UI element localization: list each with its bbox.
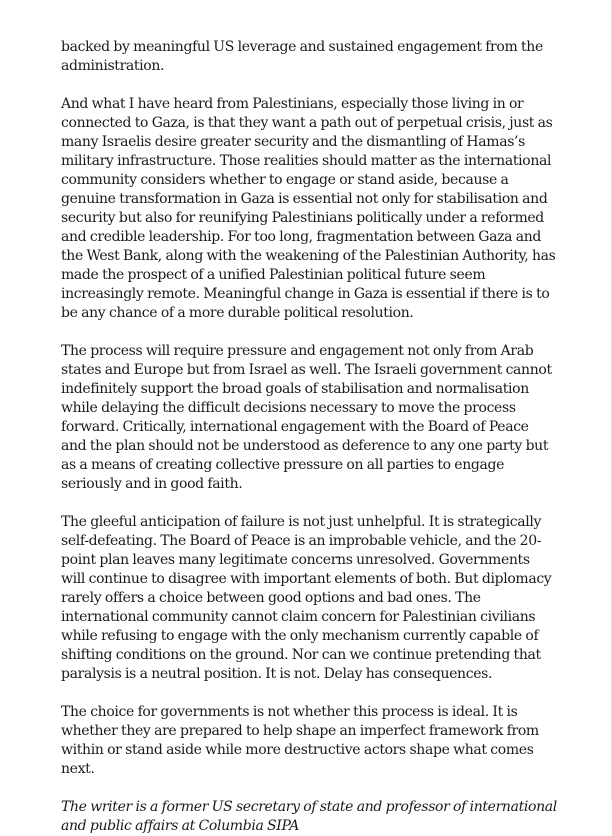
document-page — [61, 38, 557, 836]
paragraph-pressure-engagement: The process will require pressure and engagement not only from Arab states and Europe but from Israel as well. The Israeli government cannot indefinitely support the broad goals of stabilisation and normalisation while delaying the difficult decisions necessary to move the process forward. Critically, international engagement with the Board of Peace and the plan should not be understood as deference to any one party but as a means of creating collective pressure on all parties to engage seriously and in good faith. — [61, 343, 552, 492]
author-byline: The writer is a former US secretary of state and professor of international and public affairs at Columbia SIPA — [61, 799, 557, 834]
paragraph-anticipation-of-failure: The gleeful anticipation of failure is not just unhelpful. It is strategically self-defeating. The Board of Peace is an improbable vehicle, and the 20-point plan leaves many legitimate concerns unresolved. Governments will continue to disagree with important elements of both. But diplomacy rarely offers a choice between good options and bad ones. The international community cannot claim concern for Palestinian civilians while refusing to engage with the only mechanism currently capable of shifting conditions on the ground. Nor can we continue pretending that paralysis is a neutral position. It is not. Delay has consequences. — [61, 514, 552, 682]
paragraph-choice-for-governments: The choice for governments is not whether this process is ideal. It is whether they are prepared to help shape an imperfect framework from within or stand aside while more destructive actors shape what comes next. — [61, 704, 539, 777]
paragraph-continuation: backed by meaningful US leverage and sustained engagement from the administration. — [61, 39, 543, 74]
paragraph-palestinian-views: And what I have heard from Palestinians, especially those living in or connected to Gaza, is that they want a path out of perpetual crisis, just as many Israelis desire greater security and the dismantling of Hamas’s military infrastructure. Those realities should matter as the international community considers whether to engage or stand aside, because a genuine transformation in Gaza is essential not only for stabilisation and security but also for reunifying Palestinians politically under a reformed and credible leadership. For too long, fragmentation between Gaza and the West Bank, along with the weakening of the Palestinian Authority, has made the prospect of a unified Palestinian political future seem increasingly remote. Meaningful change in Gaza is essential if there is to be any chance of a more durable political resolution. — [61, 96, 556, 321]
